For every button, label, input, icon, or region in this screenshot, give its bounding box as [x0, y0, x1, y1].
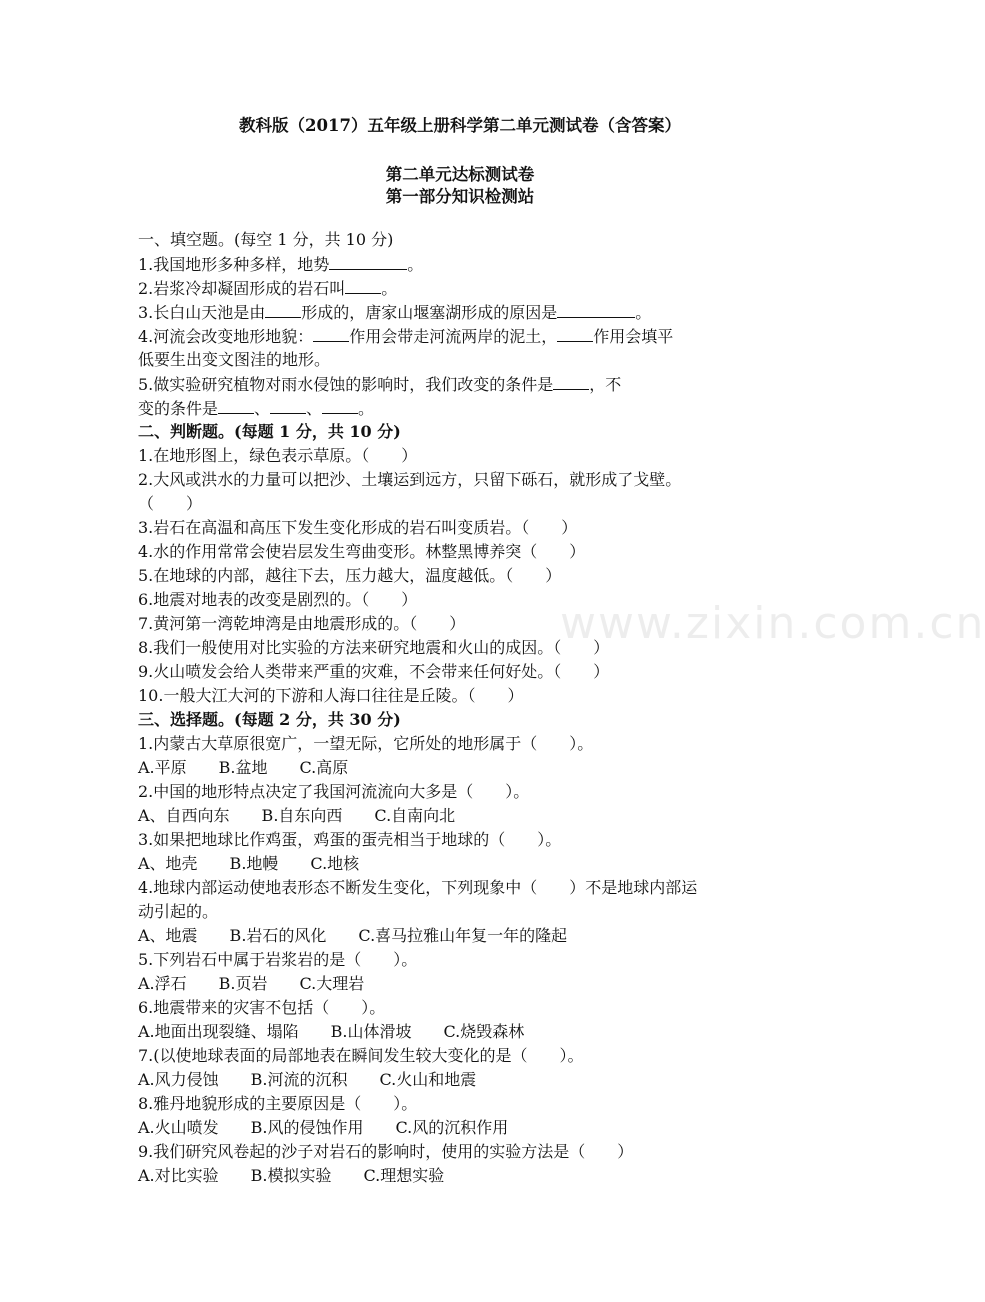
q2-text: 2.岩浆冷却凝固形成的岩石叫 [138, 279, 346, 298]
choice-question-line: A.地面出现裂缝、塌陷 B.山体滑坡 C.烧毁森林 [138, 1022, 525, 1041]
answer-blank[interactable] [329, 252, 407, 270]
answer-blank[interactable] [270, 396, 306, 414]
answer-blank[interactable] [313, 324, 349, 342]
answer-blank[interactable] [218, 396, 254, 414]
answer-blank[interactable] [265, 300, 301, 318]
choice-question-line: A.风力侵蚀 B.河流的沉积 C.火山和地震 [138, 1070, 477, 1089]
choice-question-line: 7.(以使地球表面的局部地表在瞬间发生较大变化的是（ ）。 [138, 1046, 584, 1065]
judge-question: 9.火山喷发会给人类带来严重的灾难，不会带来任何好处。（ ） [138, 662, 610, 681]
q4-text-3: 作用会填平 [593, 327, 674, 346]
choice-question-line: 5.下列岩石中属于岩浆岩的是（ ）。 [138, 950, 418, 969]
answer-blank[interactable] [557, 300, 635, 318]
judge-question: 2.大风或洪水的力量可以把沙、土壤运到远方，只留下砾石，就形成了戈壁。 [138, 470, 682, 489]
judge-question: 5.在地球的内部，越往下去，压力越大，温度越低。（ ） [138, 566, 562, 585]
watermark: www.zixin.com.cn [560, 598, 985, 649]
section-judge-heading: 二、判断题。(每题 1 分，共 10 分) [138, 422, 401, 441]
choice-question-line: A、自西向东 B.自东向西 C.自南向北 [138, 806, 456, 825]
part-one-title: 第一部分知识检测站 [385, 187, 535, 206]
fill-question-2 [138, 276, 788, 300]
choice-question-line: A.火山喷发 B.风的侵蚀作用 C.风的沉积作用 [138, 1118, 509, 1137]
choice-question-line: 3.如果把地球比作鸡蛋，鸡蛋的蛋壳相当于地球的（ ）。 [138, 830, 562, 849]
q5-sep: 、 [306, 399, 323, 418]
choice-question-line: A、地壳 B.地幔 C.地核 [138, 854, 360, 873]
fill-question-4-cont: 低要生出变文图洼的地形。 [138, 350, 331, 369]
q5-sep: 、 [254, 399, 271, 418]
fill-question-5 [138, 372, 788, 396]
judge-question: 7.黄河第一湾乾坤湾是由地震形成的。（ ） [138, 614, 466, 633]
choice-question-line: 2.中国的地形特点决定了我国河流流向大多是（ ）。 [138, 782, 530, 801]
fill-question-4 [138, 324, 788, 348]
judge-question: 6.地震对地表的改变是剧烈的。（ ） [138, 590, 418, 609]
judge-question: 1.在地形图上，绿色表示草原。（ ） [138, 446, 418, 465]
choice-question-line: 1.内蒙古大草原很宽广，一望无际，它所处的地形属于（ ）。 [138, 734, 594, 753]
q5-end: 。 [358, 399, 375, 418]
judge-question: 4.水的作用常常会使岩层发生弯曲变形。林整黑博养突（ ） [138, 542, 586, 561]
judge-question: 3.岩石在高温和高压下发生变化形成的岩石叫变质岩。（ ） [138, 518, 578, 537]
choice-question-line: 6.地震带来的灾害不包括（ ）。 [138, 998, 386, 1017]
fill-question-3 [138, 300, 788, 324]
q3-text: 3.长白山天池是由 [138, 303, 266, 322]
choice-question-line: 8.雅丹地貌形成的主要原因是（ ）。 [138, 1094, 418, 1113]
choice-question-line: 动引起的。 [138, 902, 219, 921]
answer-blank[interactable] [553, 372, 589, 390]
choice-question-line: 4.地球内部运动使地表形态不断发生变化，下列现象中（ ）不是地球内部运 [138, 878, 698, 897]
choice-list [138, 732, 788, 1188]
q5-text-2: ，不 [589, 375, 622, 394]
judge-question: （ ） [138, 494, 203, 513]
q5-text-3: 变的条件是 [138, 399, 219, 418]
judge-question: 8.我们一般使用对比实验的方法来研究地震和火山的成因。（ ） [138, 638, 610, 657]
fill-question-5-cont [138, 396, 788, 420]
q1-text: 1.我国地形多种多样，地势 [138, 255, 330, 274]
judge-list [138, 444, 788, 708]
document-title: 教科版（2017）五年级上册科学第二单元测试卷（含答案） [239, 116, 681, 135]
section-fill-heading: 一、填空题。(每空 1 分，共 10 分) [138, 230, 394, 249]
unit-test-title: 第二单元达标测试卷 [385, 165, 535, 184]
q3-text-2: 形成的，唐家山堰塞湖形成的原因是 [301, 303, 558, 322]
q4-text-2: 作用会带走河流两岸的泥土， [349, 327, 558, 346]
fill-question-1 [138, 252, 788, 276]
choice-question-line: 9.我们研究风卷起的沙子对岩石的影响时，使用的实验方法是（ ） [138, 1142, 634, 1161]
choice-question-line: A.浮石 B.页岩 C.大理岩 [138, 974, 365, 993]
q5-text: 5.做实验研究植物对雨水侵蚀的影响时，我们改变的条件是 [138, 375, 554, 394]
q4-text: 4.河流会改变地形地貌： [138, 327, 314, 346]
question-content [138, 228, 788, 1188]
choice-question-line: A.平原 B.盆地 C.高原 [138, 758, 349, 777]
judge-question: 10.一般大江大河的下游和人海口往往是丘陵。（ ） [138, 686, 524, 705]
q1-end: 。 [407, 255, 424, 274]
section-choice-heading: 三、选择题。(每题 2 分，共 30 分) [138, 710, 401, 729]
answer-blank[interactable] [322, 396, 358, 414]
answer-blank[interactable] [345, 276, 381, 294]
answer-blank[interactable] [557, 324, 593, 342]
q3-end: 。 [635, 303, 652, 322]
q2-end: 。 [381, 279, 398, 298]
choice-question-line: A.对比实验 B.模拟实验 C.理想实验 [138, 1166, 445, 1185]
choice-question-line: A、地震 B.岩石的风化 C.喜马拉雅山年复一年的隆起 [138, 926, 568, 945]
